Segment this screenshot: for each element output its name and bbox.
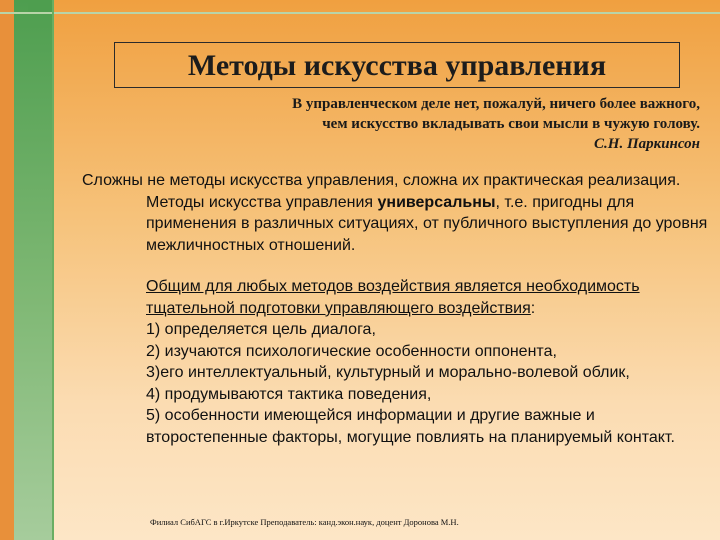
epigraph-author: С.Н. Паркинсон (594, 136, 700, 152)
paragraph-2-start: Методы искусства управления (146, 193, 378, 211)
epigraph (180, 94, 700, 154)
slide-title: Методы искусства управления (187, 49, 607, 82)
left-green-bar (14, 0, 52, 540)
slide-body (82, 170, 712, 448)
paragraph-2-end: , т.е. пригодны для применения в различных ситуациях, от публичного выступления до уровня межличностных отношений. (146, 193, 708, 254)
paragraph-2 (146, 192, 712, 257)
top-divider-line (0, 12, 720, 14)
epigraph-line-2: чем искусство вкладывать свои мысли в чужую голову. (322, 116, 700, 132)
paragraph-3-lead (146, 276, 712, 319)
corner-square (28, 0, 52, 12)
paragraph-3-underlined: Общим для любых методов воздействия является необходимость тщательной подготовки управляющего воздействия (146, 278, 640, 317)
paragraph-1: Сложны не методы искусства управления, сложна их практическая реализация. (82, 172, 681, 189)
list-item-4: 4) продумываются тактика поведения, (146, 385, 432, 403)
list-item-2: 2) изучаются психологические особенности оппонента, (146, 342, 557, 360)
epigraph-line-1: В управленческом деле нет, пожалуй, ничего более важного, (292, 96, 700, 112)
list-item-5: 5) особенности имеющейся информации и другие важные и второстепенные факторы, могущие повлиять на планируемый контакт. (146, 407, 675, 446)
paragraph-2-emphasis: универсальны (377, 193, 496, 211)
title-frame (114, 42, 680, 88)
vertical-divider-line (52, 0, 54, 540)
footer-credits: Филиал СибАГС в г.Иркутске Преподаватель: канд.экон.наук, доцент Доронова М.Н. (150, 517, 459, 527)
list-item-1: 1) определяется цель диалога, (146, 321, 376, 338)
paragraph-3-colon: : (530, 299, 536, 317)
list-item-3: 3)его интеллектуальный, культурный и морально-волевой облик, (146, 364, 630, 381)
paragraph-3 (146, 276, 712, 448)
